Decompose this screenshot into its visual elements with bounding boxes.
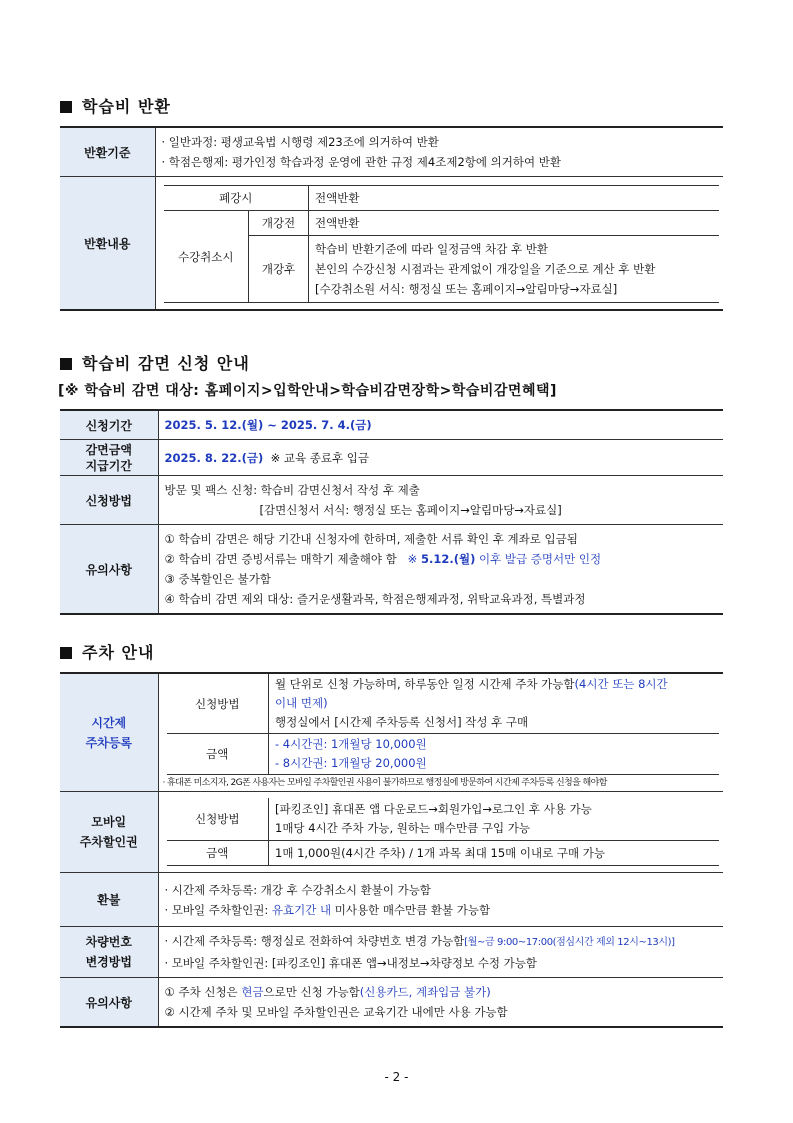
square-bullet-icon bbox=[60, 647, 72, 659]
plate-change-label: 차량번호 변경방법 bbox=[60, 927, 158, 978]
closed-label: 폐강시 bbox=[164, 186, 309, 211]
refund-inner-table bbox=[164, 185, 720, 303]
period-label: 신청기간 bbox=[60, 410, 158, 440]
refund-criteria: · 일반과정: 평생교육법 시행령 제23조에 의거하여 반환 · 학점은행제: 평가인정 학습과정 운영에 관한 규정 제4조제2항에 의거하여 반환 bbox=[155, 127, 723, 177]
timed-parking bbox=[158, 673, 723, 792]
after-refund: 학습비 반환기준에 따라 일정금액 차감 후 반환 본인의 수강신청 시점과는 관계없이 개강일을 기준으로 계산 후 반환 [수강취소원 서식: 행정실 또는 홈페이지→알림마당→자료실] bbox=[309, 236, 719, 303]
parking-refund: · 시간제 주차등록: 개강 후 수강취소시 환불이 가능함 · 모바일 주차할인권: 유효기간 내 미사용한 매수만큼 환불 가능함 bbox=[158, 873, 723, 927]
discount-notes-label: 유의사항 bbox=[60, 525, 158, 615]
pay-period-value: 2025. 8. 22.(금) ※ 교육 종료후 입금 bbox=[158, 440, 723, 476]
timed-price-value: - 4시간권: 1개월당 10,000원 - 8시간권: 1개월당 20,000원 bbox=[269, 734, 720, 775]
parking-refund-label: 환불 bbox=[60, 873, 158, 927]
mobile-coupon-label: 모바일 주차할인권 bbox=[60, 792, 158, 873]
mobile-coupon-inner bbox=[167, 798, 720, 866]
parking-notes-label: 유의사항 bbox=[60, 978, 158, 1028]
timed-apply-value: 월 단위로 신청 가능하며, 하루동안 일정 시간제 주차 가능함(4시간 또는 8시간 이내 면제) 행정실에서 [시간제 주차등록 신청서] 작성 후 구매 bbox=[269, 674, 720, 734]
mobile-coupon bbox=[158, 792, 723, 873]
section-title-discount: 학습비 감면 신청 안내 bbox=[60, 351, 250, 374]
refund-content-label: 반환내용 bbox=[60, 177, 155, 311]
section-title-refund: 학습비 반환 bbox=[60, 94, 171, 117]
method-value: 방문 및 팩스 신청: 학습비 감면신청서 작성 후 제출 [감면신청서 서식: 행정실 또는 홈페이지→알림마당→자료실] bbox=[158, 476, 723, 525]
cancel-label: 수강취소시 bbox=[164, 211, 249, 303]
period-value: 2025. 5. 12.(월) ~ 2025. 7. 4.(금) bbox=[158, 410, 723, 440]
section-title-parking: 주차 안내 bbox=[60, 640, 154, 663]
timed-price-label: 금액 bbox=[167, 734, 269, 775]
method-label: 신청방법 bbox=[60, 476, 158, 525]
after-label: 개강후 bbox=[249, 236, 309, 303]
mobile-apply-value: [파킹조인] 휴대폰 앱 다운로드→회원가입→로그인 후 사용 가능 1매당 4시간 주차 가능, 원하는 매수만큼 구입 가능 bbox=[269, 798, 720, 841]
discount-notes: ① 학습비 감면은 해당 기간내 신청자에 한하며, 제출한 서류 확인 후 계좌로 입금됨 ② 학습비 감면 증빙서류는 매학기 제출해야 함 ※ 5.12.(월) 이후 발급 증명서만 인정 ③ 중복할인은 불가함 ④ 학습비 감면 제외 대상: 즐거운생활과목, 학점은행제과정, 위탁교육과정, 특별과정 bbox=[158, 525, 723, 615]
closed-refund: 전액반환 bbox=[309, 186, 719, 211]
timed-footnote: · 휴대폰 미소지자, 2G폰 사용자는 모바일 주차할인권 사용이 불가하므로 행정실에 방문하여 시간제 주차등록 신청을 해야함 bbox=[162, 778, 607, 788]
mobile-apply-label: 신청방법 bbox=[167, 798, 269, 841]
evidence-highlight: ※ 5.12.(월) 이후 발급 증명서만 인정 bbox=[407, 552, 602, 566]
before-refund: 전액반환 bbox=[309, 211, 719, 236]
parking-notes: ① 주차 신청은 현금으로만 신청 가능함(신용카드, 계좌입금 불가) ② 시간제 주차 및 모바일 주차할인권은 교육기간 내에만 사용 가능함 bbox=[158, 978, 723, 1028]
refund-criteria-label: 반환기준 bbox=[60, 127, 155, 177]
refund-table bbox=[60, 126, 723, 311]
discount-target-note: [※ 학습비 감면 대상: 홈페이지>입학안내>학습비감면장학>학습비감면혜택] bbox=[58, 383, 557, 399]
timed-parking-inner bbox=[167, 674, 720, 775]
page-number: - 2 - bbox=[384, 1070, 409, 1084]
plate-change: · 시간제 주차등록: 행정실로 전화하여 차량번호 변경 가능함[월~금 9:00~17:00(점심시간 제외 12시~13시)] · 모바일 주차할인권: [파킹조인] 휴대폰 앱→내정보→차량정보 수정 가능함 bbox=[158, 927, 723, 978]
timed-parking-label: 시간제 주차등록 bbox=[60, 673, 158, 792]
before-label: 개강전 bbox=[249, 211, 309, 236]
mobile-price-label: 금액 bbox=[167, 841, 269, 866]
timed-apply-label: 신청방법 bbox=[167, 674, 269, 734]
square-bullet-icon bbox=[60, 358, 72, 370]
square-bullet-icon bbox=[60, 101, 72, 113]
parking-table bbox=[60, 672, 723, 1028]
mobile-price-value: 1매 1,000원(4시간 주차) / 1개 과목 최대 15매 이내로 구매 가능 bbox=[269, 841, 720, 866]
refund-content bbox=[155, 177, 723, 311]
pay-period-label: 감면금액 지급기간 bbox=[60, 440, 158, 476]
discount-table bbox=[60, 409, 723, 615]
